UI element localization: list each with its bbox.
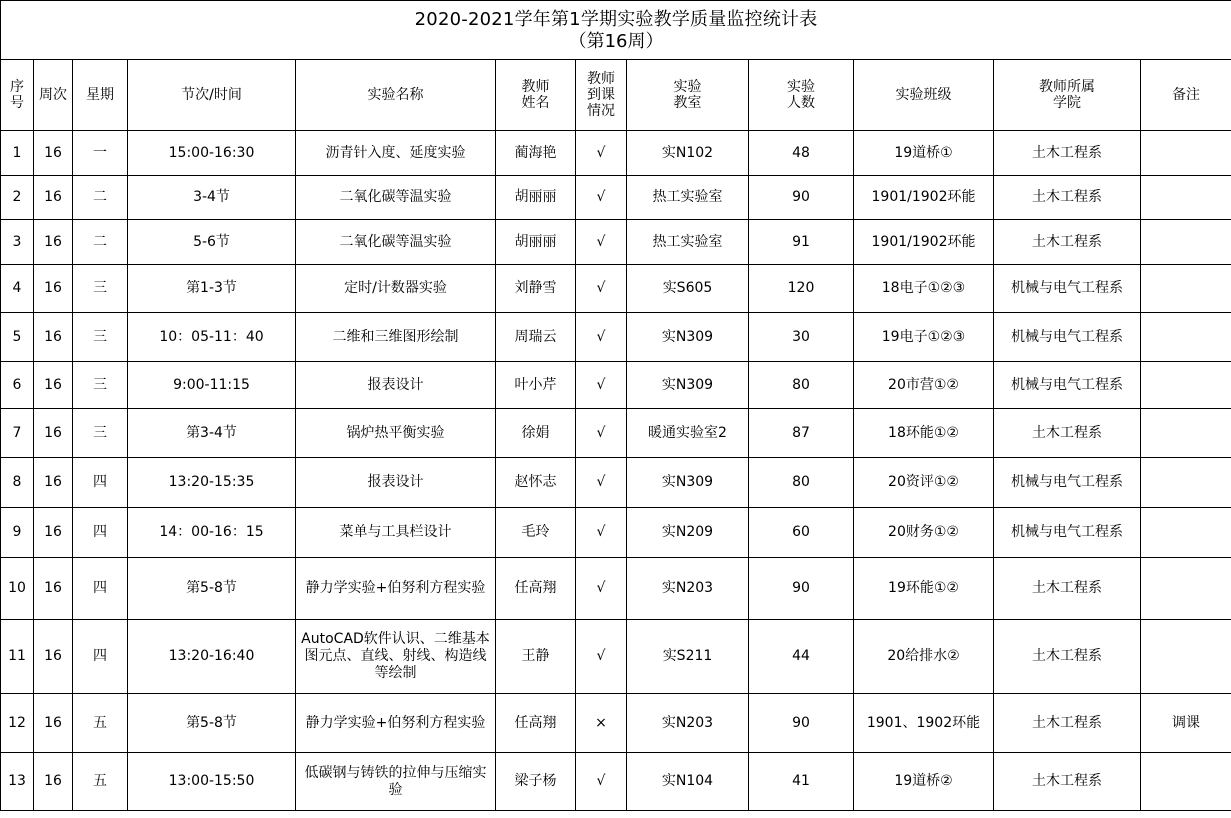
header-class: 实验班级: [854, 60, 994, 131]
cell-count: 120: [749, 265, 854, 313]
cell-class: 19道桥①: [854, 131, 994, 176]
cell-teacher: 刘静雪: [496, 265, 576, 313]
cell-seq: 4: [1, 265, 34, 313]
cell-weekday: 二: [73, 220, 128, 265]
cell-seq: 11: [1, 620, 34, 694]
cell-teacher: 周瑞云: [496, 313, 576, 362]
cell-seq: 6: [1, 362, 34, 409]
cell-college: 土木工程系: [994, 176, 1141, 220]
cell-attendance: √: [576, 753, 627, 811]
cell-seq: 5: [1, 313, 34, 362]
cell-class: 19环能①②: [854, 558, 994, 620]
cell-seq: 8: [1, 458, 34, 508]
cell-count: 90: [749, 558, 854, 620]
header-attendance: [576, 60, 627, 131]
cell-class: 1901/1902环能: [854, 220, 994, 265]
header-teacher: [496, 60, 576, 131]
cell-time: 13:20-15:35: [128, 458, 296, 508]
cell-weekday: 四: [73, 508, 128, 558]
cell-teacher: 梁子杨: [496, 753, 576, 811]
table-row: [1, 694, 1231, 753]
cell-remark: [1141, 620, 1231, 694]
cell-college: 机械与电气工程系: [994, 265, 1141, 313]
cell-class: 1901/1902环能: [854, 176, 994, 220]
cell-college: 机械与电气工程系: [994, 313, 1141, 362]
cell-attendance: √: [576, 313, 627, 362]
cell-teacher: 徐娟: [496, 409, 576, 458]
header-college: [994, 60, 1141, 131]
cell-room: 实N102: [627, 131, 749, 176]
cell-college: 土木工程系: [994, 558, 1141, 620]
cell-class: 20市营①②: [854, 362, 994, 409]
cell-count: 60: [749, 508, 854, 558]
table-row: [1, 362, 1231, 409]
cell-room: 实S211: [627, 620, 749, 694]
header-room: [627, 60, 749, 131]
header-count-line1: 实验: [787, 79, 815, 95]
cell-teacher: 胡丽丽: [496, 220, 576, 265]
cell-experiment: 菜单与工具栏设计: [296, 508, 496, 558]
cell-experiment: 定时/计数器实验: [296, 265, 496, 313]
cell-time: 10：05-11：40: [128, 313, 296, 362]
cell-seq: 7: [1, 409, 34, 458]
table-row: [1, 313, 1231, 362]
cell-count: 48: [749, 131, 854, 176]
title-week: （第16周）: [568, 31, 664, 52]
cell-room: 实N203: [627, 558, 749, 620]
cell-room: 实N309: [627, 362, 749, 409]
header-teacher-line2: 姓名: [521, 95, 550, 111]
cell-count: 91: [749, 220, 854, 265]
header-teacher-line1: 教师: [521, 79, 550, 95]
cell-attendance: ×: [576, 694, 627, 753]
cell-teacher: 蔺海艳: [496, 131, 576, 176]
cell-seq: 13: [1, 753, 34, 811]
cell-remark: [1141, 458, 1231, 508]
cell-room: 实S605: [627, 265, 749, 313]
cell-weekday: 三: [73, 313, 128, 362]
cell-experiment: AutoCAD软件认识、二维基本图元点、直线、射线、构造线等绘制: [296, 620, 496, 694]
header-room-line2: 教室: [673, 95, 702, 111]
cell-week: 16: [34, 753, 73, 811]
cell-experiment: 二氧化碳等温实验: [296, 220, 496, 265]
cell-experiment: 报表设计: [296, 362, 496, 409]
cell-experiment: 二维和三维图形绘制: [296, 313, 496, 362]
cell-experiment: 静力学实验+伯努利方程实验: [296, 558, 496, 620]
header-weekday: 星期: [73, 60, 128, 131]
table-title: [1, 1, 1231, 60]
header-remark: 备注: [1141, 60, 1231, 131]
cell-college: 机械与电气工程系: [994, 362, 1141, 409]
table-row: [1, 753, 1231, 811]
table-row: [1, 176, 1231, 220]
cell-attendance: √: [576, 176, 627, 220]
cell-room: 实N203: [627, 694, 749, 753]
cell-seq: 2: [1, 176, 34, 220]
table-row: [1, 409, 1231, 458]
header-seq: 序号: [1, 60, 34, 131]
cell-attendance: √: [576, 409, 627, 458]
cell-week: 16: [34, 409, 73, 458]
cell-remark: [1141, 265, 1231, 313]
cell-class: 20财务①②: [854, 508, 994, 558]
cell-attendance: √: [576, 131, 627, 176]
cell-experiment: 沥青针入度、延度实验: [296, 131, 496, 176]
title-row: [1, 1, 1231, 60]
cell-teacher: 任高翔: [496, 558, 576, 620]
cell-week: 16: [34, 220, 73, 265]
cell-college: 土木工程系: [994, 131, 1141, 176]
cell-time: 15:00-16:30: [128, 131, 296, 176]
cell-count: 90: [749, 694, 854, 753]
header-attendance-line1: 教师: [587, 71, 615, 87]
cell-attendance: √: [576, 362, 627, 409]
cell-weekday: 三: [73, 265, 128, 313]
cell-seq: 9: [1, 508, 34, 558]
cell-weekday: 四: [73, 458, 128, 508]
cell-remark: [1141, 220, 1231, 265]
cell-experiment: 二氧化碳等温实验: [296, 176, 496, 220]
cell-college: 土木工程系: [994, 220, 1141, 265]
cell-weekday: 五: [73, 694, 128, 753]
cell-remark: [1141, 409, 1231, 458]
header-college-line1: 教师所属: [1039, 79, 1095, 95]
cell-experiment: 锅炉热平衡实验: [296, 409, 496, 458]
cell-room: 实N309: [627, 458, 749, 508]
title-main: 2020-2021学年第1学期实验教学质量监控统计表: [414, 9, 818, 30]
cell-weekday: 三: [73, 362, 128, 409]
cell-experiment: 静力学实验+伯努利方程实验: [296, 694, 496, 753]
header-attendance-line2: 到课: [587, 87, 615, 103]
cell-experiment: 低碳钢与铸铁的拉伸与压缩实验: [296, 753, 496, 811]
cell-week: 16: [34, 265, 73, 313]
cell-week: 16: [34, 362, 73, 409]
cell-attendance: √: [576, 508, 627, 558]
cell-count: 30: [749, 313, 854, 362]
table-row: [1, 558, 1231, 620]
cell-teacher: 任高翔: [496, 694, 576, 753]
cell-room: 实N309: [627, 313, 749, 362]
header-time: 节次/时间: [128, 60, 296, 131]
cell-class: 18环能①②: [854, 409, 994, 458]
cell-remark: [1141, 753, 1231, 811]
cell-time: 第5-8节: [128, 558, 296, 620]
header-experiment: 实验名称: [296, 60, 496, 131]
cell-week: 16: [34, 558, 73, 620]
cell-time: 13:20-16:40: [128, 620, 296, 694]
cell-remark: [1141, 362, 1231, 409]
cell-weekday: 五: [73, 753, 128, 811]
header-count-line2: 人数: [787, 95, 815, 111]
cell-class: 19道桥②: [854, 753, 994, 811]
cell-teacher: 王静: [496, 620, 576, 694]
table-row: [1, 220, 1231, 265]
cell-count: 87: [749, 409, 854, 458]
header-row: [1, 60, 1231, 131]
cell-college: 土木工程系: [994, 620, 1141, 694]
cell-time: 3-4节: [128, 176, 296, 220]
cell-weekday: 一: [73, 131, 128, 176]
cell-week: 16: [34, 508, 73, 558]
cell-time: 9:00-11:15: [128, 362, 296, 409]
cell-seq: 3: [1, 220, 34, 265]
cell-count: 90: [749, 176, 854, 220]
header-attendance-line3: 情况: [587, 103, 615, 119]
cell-attendance: √: [576, 458, 627, 508]
cell-teacher: 胡丽丽: [496, 176, 576, 220]
cell-time: 14：00-16：15: [128, 508, 296, 558]
cell-count: 41: [749, 753, 854, 811]
cell-seq: 1: [1, 131, 34, 176]
cell-time: 13:00-15:50: [128, 753, 296, 811]
cell-class: 19电子①②③: [854, 313, 994, 362]
cell-count: 80: [749, 458, 854, 508]
cell-class: 1901、1902环能: [854, 694, 994, 753]
cell-teacher: 毛玲: [496, 508, 576, 558]
table-row: [1, 265, 1231, 313]
cell-college: 土木工程系: [994, 409, 1141, 458]
cell-count: 80: [749, 362, 854, 409]
cell-weekday: 四: [73, 558, 128, 620]
cell-class: 18电子①②③: [854, 265, 994, 313]
header-week: 周次: [34, 60, 73, 131]
cell-week: 16: [34, 313, 73, 362]
cell-count: 44: [749, 620, 854, 694]
cell-remark: [1141, 558, 1231, 620]
table-row: [1, 620, 1231, 694]
cell-room: 暖通实验室2: [627, 409, 749, 458]
cell-class: 20资评①②: [854, 458, 994, 508]
cell-college: 机械与电气工程系: [994, 458, 1141, 508]
cell-week: 16: [34, 694, 73, 753]
cell-class: 20给排水②: [854, 620, 994, 694]
table-row: [1, 131, 1231, 176]
table-row: [1, 458, 1231, 508]
cell-weekday: 三: [73, 409, 128, 458]
cell-remark: [1141, 131, 1231, 176]
cell-remark: [1141, 176, 1231, 220]
header-college-line2: 学院: [1053, 95, 1081, 111]
header-room-line1: 实验: [673, 79, 702, 95]
cell-teacher: 赵怀志: [496, 458, 576, 508]
cell-weekday: 四: [73, 620, 128, 694]
cell-college: 机械与电气工程系: [994, 508, 1141, 558]
cell-attendance: √: [576, 265, 627, 313]
cell-room: 热工实验室: [627, 176, 749, 220]
cell-week: 16: [34, 458, 73, 508]
cell-attendance: √: [576, 620, 627, 694]
cell-time: 第5-8节: [128, 694, 296, 753]
cell-teacher: 叶小芹: [496, 362, 576, 409]
cell-remark: 调课: [1141, 694, 1231, 753]
cell-time: 5-6节: [128, 220, 296, 265]
cell-seq: 10: [1, 558, 34, 620]
cell-week: 16: [34, 176, 73, 220]
cell-college: 土木工程系: [994, 694, 1141, 753]
cell-week: 16: [34, 131, 73, 176]
cell-week: 16: [34, 620, 73, 694]
header-count: [749, 60, 854, 131]
cell-attendance: √: [576, 220, 627, 265]
cell-time: 第1-3节: [128, 265, 296, 313]
cell-seq: 12: [1, 694, 34, 753]
cell-attendance: √: [576, 558, 627, 620]
cell-remark: [1141, 313, 1231, 362]
cell-room: 实N209: [627, 508, 749, 558]
cell-room: 热工实验室: [627, 220, 749, 265]
cell-college: 土木工程系: [994, 753, 1141, 811]
cell-experiment: 报表设计: [296, 458, 496, 508]
table-row: [1, 508, 1231, 558]
cell-time: 第3-4节: [128, 409, 296, 458]
cell-remark: [1141, 508, 1231, 558]
cell-room: 实N104: [627, 753, 749, 811]
cell-weekday: 二: [73, 176, 128, 220]
